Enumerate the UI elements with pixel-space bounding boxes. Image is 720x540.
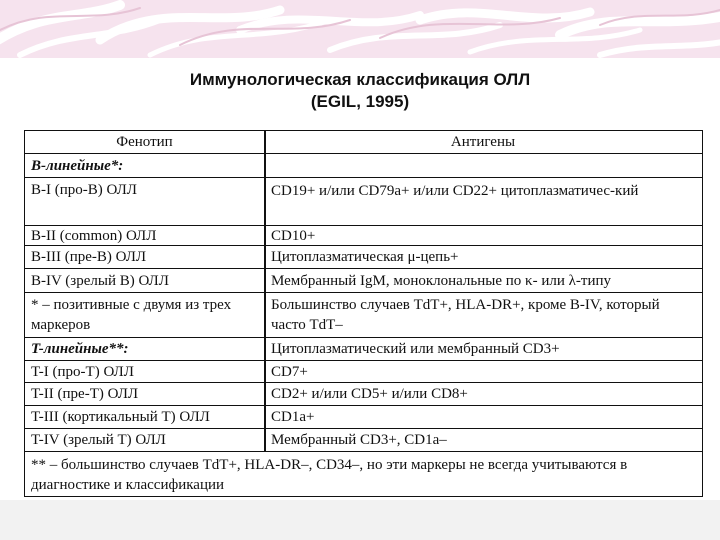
antigens-cell: CD1a+ xyxy=(271,409,315,425)
table-row xyxy=(25,153,702,178)
table-row xyxy=(25,405,702,429)
antigens-cell: Большинство случаев TdT+, HLA-DR+, кроме B-IV, который часто TdT– xyxy=(271,297,660,333)
antigens-cell: Цитоплазматическая μ-цепь+ xyxy=(271,249,459,265)
antigens-cell: CD19+ и/или CD79a+ и/или CD22+ цитоплазматичес-кий xyxy=(271,183,639,199)
table-footnote-row xyxy=(25,451,702,497)
antigens-cell: Мембранный IgM, моноклональные по κ- или λ-типу xyxy=(271,273,612,289)
antigens-cell: CD10+ xyxy=(271,228,316,244)
phenotype-cell: * – позитивные с двумя из трех маркеров xyxy=(31,297,232,333)
table-row xyxy=(25,382,702,406)
table-row xyxy=(25,245,702,269)
swirl-decoration xyxy=(0,0,720,58)
phenotype-cell: B-IV (зрелый B) ОЛЛ xyxy=(31,273,169,289)
antigens-cell: CD7+ xyxy=(271,364,308,380)
antigens-cell: Мембранный CD3+, CD1a– xyxy=(271,432,447,448)
antigens-cell: CD2+ и/или CD5+ и/или CD8+ xyxy=(271,386,468,402)
phenotype-cell: B-I (про-B) ОЛЛ xyxy=(31,182,137,198)
decorative-banner xyxy=(0,0,720,58)
table-row xyxy=(25,360,702,383)
footnote-text: ** – большинство случаев TdT+, HLA-DR–, CD34–, но эти маркеры не всегда учитываются в диагностике и классификации xyxy=(31,457,628,493)
header-phenotype: Фенотип xyxy=(116,134,173,150)
table-header-row xyxy=(25,131,702,153)
table-row xyxy=(25,177,702,226)
phenotype-cell: T-линейные**: xyxy=(31,341,129,357)
phenotype-cell: T-I (про-T) ОЛЛ xyxy=(31,364,134,380)
table-row xyxy=(25,337,702,361)
bottom-band xyxy=(0,500,720,540)
phenotype-cell: T-IV (зрелый T) ОЛЛ xyxy=(31,432,166,448)
page-subtitle: (EGIL, 1995) xyxy=(310,92,410,111)
phenotype-cell: B-II (common) ОЛЛ xyxy=(31,228,157,244)
classification-table xyxy=(24,130,703,497)
phenotype-cell: T-III (кортикальный T) ОЛЛ xyxy=(31,409,210,425)
table-row xyxy=(25,428,702,452)
page-title: Иммунологическая классификация ОЛЛ xyxy=(189,70,531,89)
phenotype-cell: T-II (пре-T) ОЛЛ xyxy=(31,386,139,402)
antigens-cell: Цитоплазматический или мембранный CD3+ xyxy=(271,341,560,357)
phenotype-cell: B-линейные*: xyxy=(31,158,124,174)
table-row xyxy=(25,268,702,293)
header-antigens: Антигены xyxy=(450,134,516,150)
table-row xyxy=(25,225,702,246)
table-row xyxy=(25,292,702,338)
phenotype-cell: B-III (пре-B) ОЛЛ xyxy=(31,249,147,265)
